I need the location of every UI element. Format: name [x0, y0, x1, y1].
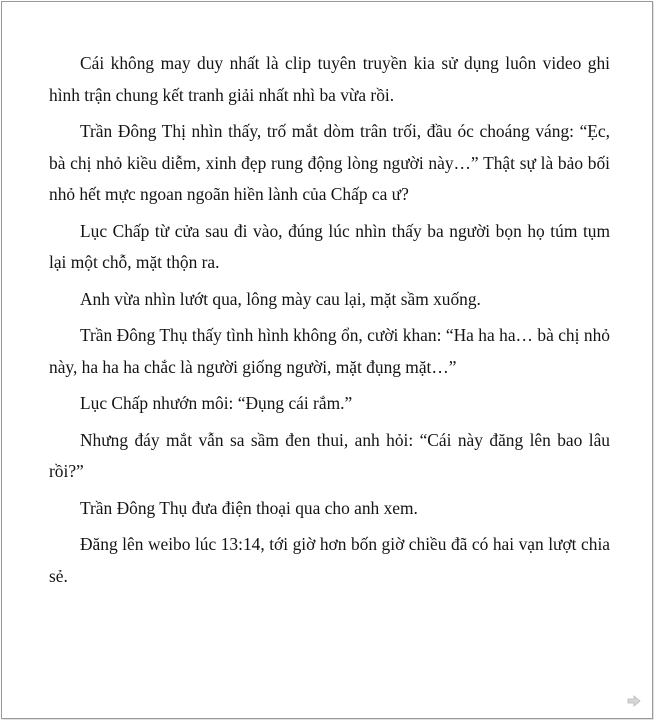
paragraph: Trần Đông Thụ thấy tình hình không ổn, cười khan: “Ha ha ha… bà chị nhỏ này, ha ha ha chắc là người giống người, mặt đụng mặt…”	[49, 325, 610, 377]
page-corner-arrow-icon	[627, 694, 641, 706]
paragraph: Nhưng đáy mắt vẫn sa sầm đen thui, anh hỏi: “Cái này đăng lên bao lâu rồi?”	[49, 429, 610, 481]
paragraph: Cái không may duy nhất là clip tuyên truyền kia sử dụng luôn video ghi hình trận chung kết tranh giải nhất nhì ba vừa rồi.	[49, 53, 610, 105]
paragraph: Anh vừa nhìn lướt qua, lông mày cau lại, mặt sầm xuống.	[80, 288, 481, 309]
paragraph: Trần Đông Thụ đưa điện thoại qua cho anh xem.	[80, 497, 418, 518]
page-text-body	[49, 48, 610, 592]
paragraph: Lục Chấp nhướn môi: “Đụng cái rắm.”	[80, 393, 353, 413]
paragraph: Lục Chấp từ cửa sau đi vào, đúng lúc nhìn thấy ba người bọn họ túm tụm lại một chỗ, mặt thộn ra.	[49, 220, 610, 272]
paragraph: Trần Đông Thị nhìn thấy, trố mắt dòm trân trối, đầu óc choáng váng: “Ẹc, bà chị nhỏ kiều diễm, xinh đẹp rung động lòng người này…” Thật sự là bảo bối nhỏ hết mực ngoan ngoãn hiền lành của Chấp ca ư?	[49, 121, 610, 204]
paragraph: Đăng lên weibo lúc 13:14, tới giờ hơn bốn giờ chiều đã có hai vạn lượt chia sẻ.	[49, 534, 610, 586]
document-page	[1, 1, 653, 719]
